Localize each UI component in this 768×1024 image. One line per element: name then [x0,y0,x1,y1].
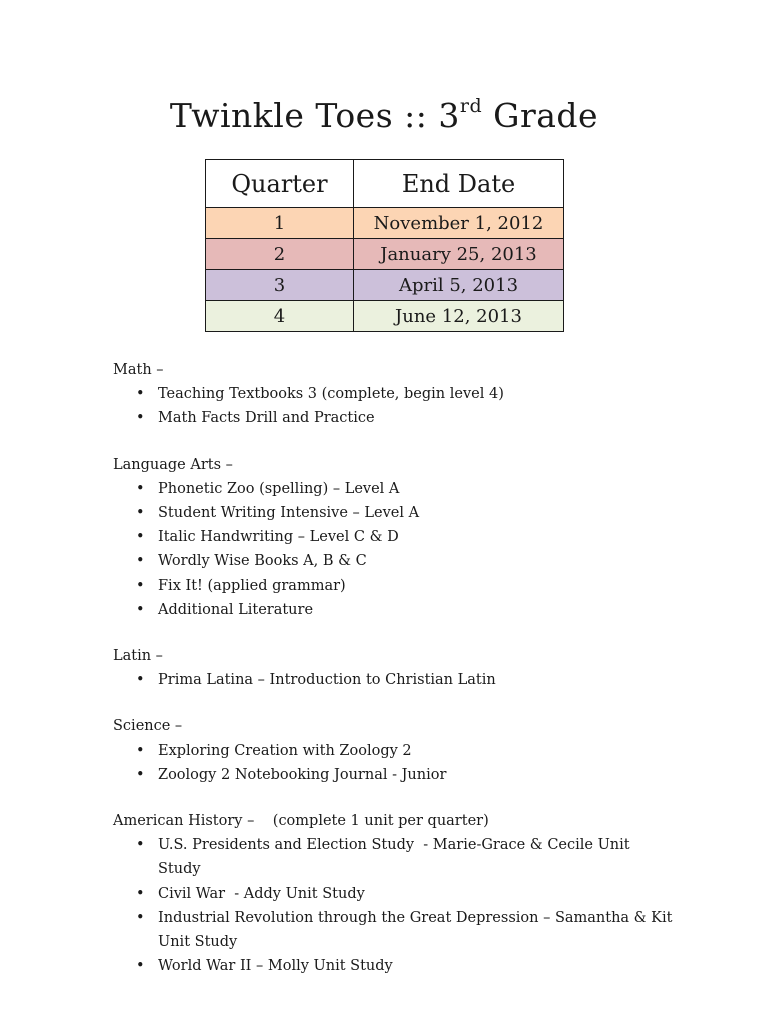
list-item: • Wordly Wise Books A, B & C [113,549,673,573]
section-american-history [113,809,673,978]
section-math [113,358,673,431]
item-list [113,833,673,978]
table-row [206,270,564,301]
bullet-icon: • [136,505,145,522]
list-item: • Student Writing Intensive – Level A [113,501,673,525]
section-heading: American History – (complete 1 unit per quarter) [113,813,489,830]
list-item: • Civil War - Addy Unit Study [113,882,673,906]
section-science [113,714,673,787]
list-item: • Math Facts Drill and Practice [113,406,673,430]
list-item: • Italic Handwriting – Level C & D [113,525,673,549]
item-list [113,477,673,622]
quarter-schedule-table [205,159,564,332]
section-language-arts [113,453,673,622]
quarter-cell: 1 [206,208,354,239]
item-list [113,739,673,787]
bullet-icon: • [136,410,145,427]
list-item: • Phonetic Zoo (spelling) – Level A [113,477,673,501]
bullet-icon: • [136,553,145,570]
end-date-cell: November 1, 2012 [354,208,564,239]
end-date-cell: April 5, 2013 [354,270,564,301]
bullet-icon: • [136,742,145,759]
quarter-cell: 4 [206,301,354,332]
bullet-icon: • [136,386,145,403]
bullet-icon: • [136,480,145,497]
bullet-icon: • [136,577,145,594]
bullet-icon: • [136,837,145,854]
end-date-cell: June 12, 2013 [354,301,564,332]
list-item: • Prima Latina – Introduction to Christian Latin [113,668,673,692]
item-list [113,668,673,692]
table-header-row [206,160,564,208]
bullet-icon: • [136,909,145,926]
table-row [206,239,564,270]
column-header-quarter: Quarter [206,160,354,208]
end-date-cell: January 25, 2013 [354,239,564,270]
bullet-icon: • [136,672,145,689]
item-list [113,382,673,430]
list-item: • Industrial Revolution through the Great Depression – Samantha & Kit Unit Study [113,906,673,954]
section-heading: Math – [113,362,164,378]
list-item: • Teaching Textbooks 3 (complete, begin level 4) [113,382,673,406]
table-row [206,208,564,239]
section-heading: Science – [113,718,183,735]
page-title: Twinkle Toes :: 3rd Grade [169,95,599,135]
section-heading: Latin – [113,648,163,665]
bullet-icon: • [136,958,145,975]
quarter-cell: 2 [206,239,354,270]
bullet-icon: • [136,766,145,783]
section-latin [113,644,673,692]
table-row [206,301,564,332]
bullet-icon: • [136,601,145,618]
section-heading: Language Arts – [113,456,233,473]
list-item: • Additional Literature [113,598,673,622]
curriculum-list [113,358,673,1000]
list-item: • Zoology 2 Notebooking Journal - Junior [113,763,673,787]
title-superscript: rd [459,95,483,117]
list-item: • Exploring Creation with Zoology 2 [113,739,673,763]
column-header-end-date: End Date [354,160,564,208]
list-item: • World War II – Molly Unit Study [113,954,673,978]
bullet-icon: • [136,885,145,902]
list-item: • U.S. Presidents and Election Study - Marie-Grace & Cecile Unit Study [113,833,673,881]
list-item: • Fix It! (applied grammar) [113,574,673,598]
quarter-cell: 3 [206,270,354,301]
bullet-icon: • [136,529,145,546]
